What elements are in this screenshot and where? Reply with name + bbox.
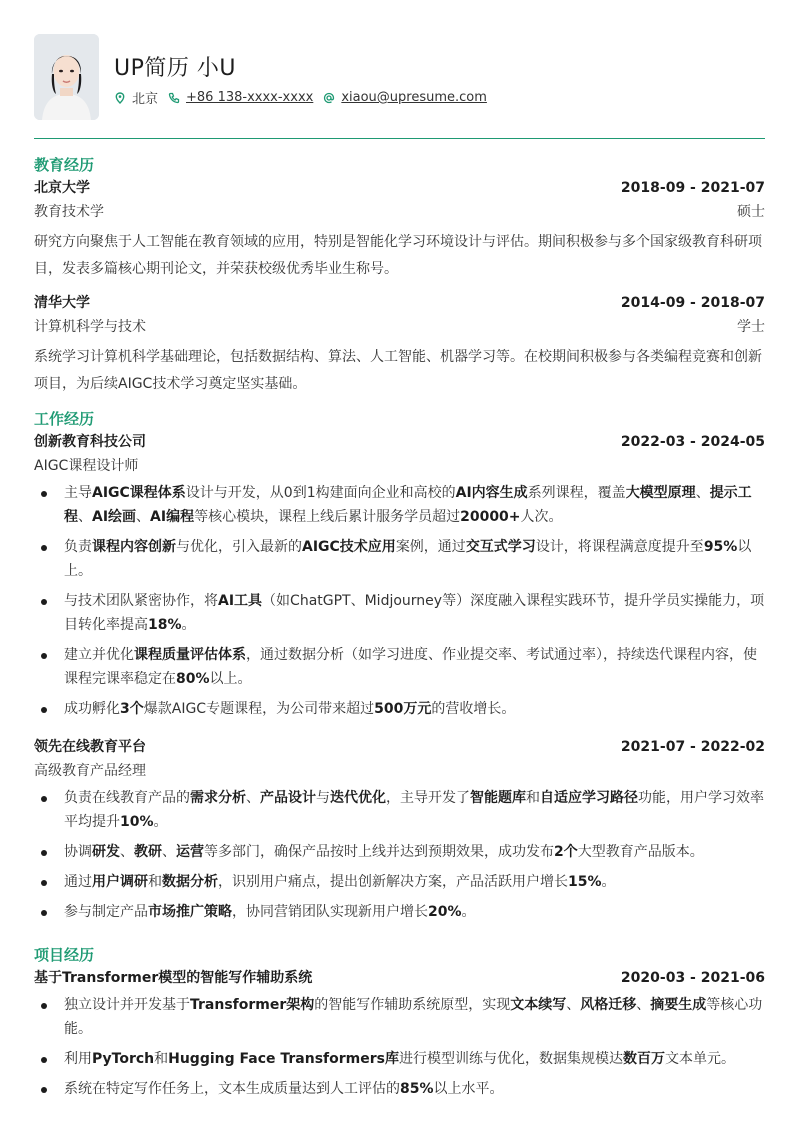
header-divider: [34, 138, 765, 139]
email-contact[interactable]: [323, 90, 487, 105]
bullet-item: 与技术团队紧密协作，将AI工具（如ChatGPT、Midjourney等）深度融入课程实践环节，提升学员实操能力，项目转化率提高18%。: [34, 589, 765, 637]
degree: 硕士: [737, 204, 765, 220]
education-description: 研究方向聚焦于人工智能在教育领域的应用，特别是智能化学习环境设计与评估。期间积极参与多个国家级教育科研项目，发表多篇核心期刊论文，并荣获校级优秀毕业生称号。: [34, 234, 762, 277]
bullet-item: 建立并优化课程质量评估体系，通过数据分析（如学习进度、作业提交率、考试通过率），持续迭代课程内容，使课程完课率稳定在80%以上。: [34, 643, 765, 691]
major: 教育技术学: [34, 204, 104, 220]
bullet-item: 独立设计并开发基于Transformer架构的智能写作辅助系统原型，实现文本续写、风格迁移、摘要生成等核心功能。: [34, 993, 765, 1041]
education-description: 系统学习计算机科学基础理论，包括数据结构、算法、人工智能、机器学习等。在校期间积极参与各类编程竞赛和创新项目，为后续AIGC技术学习奠定坚实基础。: [34, 349, 762, 392]
bullet-item: 主导AIGC课程体系设计与开发，从0到1构建面向企业和高校的AI内容生成系列课程，覆盖大模型原理、提示工程、AI绘画、AI编程等核心模块，课程上线后累计服务学员超过20000+人次。: [34, 481, 765, 529]
at-sign-icon: [323, 92, 335, 104]
school-name: 北京大学: [34, 180, 90, 196]
project-entry: [34, 966, 765, 1101]
education-dates: 2018-09 - 2021-07: [620, 180, 765, 196]
location-contact: [114, 88, 158, 107]
bullet-item: 负责课程内容创新与优化，引入最新的AIGC技术应用案例，通过交互式学习设计，将课程满意度提升至95%以上。: [34, 535, 765, 583]
bullet-item: 系统在特定写作任务上，文本生成质量达到人工评估的85%以上水平。: [34, 1077, 765, 1101]
bullet-item: 通过用户调研和数据分析，识别用户痛点，提出创新解决方案，产品活跃用户增长15%。: [34, 870, 765, 894]
bullet-item: 成功孵化3个爆款AIGC专题课程，为公司带来超过500万元的营收增长。: [34, 697, 765, 721]
education-entry: [34, 176, 765, 283]
school-name: 清华大学: [34, 295, 90, 311]
work-dates: 2022-03 - 2024-05: [620, 434, 765, 450]
education-entry: [34, 291, 765, 398]
project-section-title: 项目经历: [34, 946, 95, 964]
phone-icon: [168, 92, 180, 104]
bullet-item: 参与制定产品市场推广策略，协同营销团队实现新用户增长20%。: [34, 900, 765, 924]
resume-header: [34, 34, 765, 138]
location-text: 北京: [132, 92, 159, 107]
contact-line: [114, 88, 497, 107]
job-role: AIGC课程设计师: [34, 458, 139, 474]
major: 计算机科学与技术: [34, 319, 146, 335]
bullet-item: 协调研发、教研、运营等多部门，确保产品按时上线并达到预期效果，成功发布2个大型教育产品版本。: [34, 840, 765, 864]
project-bullet-list: [34, 993, 765, 1101]
location-pin-icon: [114, 92, 126, 104]
work-entry: [34, 430, 765, 721]
email-link[interactable]: xiaou@upresume.com: [341, 90, 487, 105]
work-section-title: 工作经历: [34, 410, 95, 428]
work-dates: 2021-07 - 2022-02: [620, 739, 765, 755]
education-dates: 2014-09 - 2018-07: [620, 295, 765, 311]
company-name: 创新教育科技公司: [34, 434, 146, 450]
degree: 学士: [737, 319, 765, 335]
job-role: 高级教育产品经理: [34, 763, 146, 779]
work-bullet-list: [34, 786, 765, 924]
phone-link[interactable]: +86 138-xxxx-xxxx: [186, 90, 314, 105]
phone-contact[interactable]: [168, 90, 313, 105]
project-name: 基于Transformer模型的智能写作辅助系统: [34, 970, 313, 986]
candidate-name: UP简历 小U: [114, 56, 236, 81]
avatar: [34, 34, 99, 120]
bullet-item: 负责在线教育产品的需求分析、产品设计与迭代优化，主导开发了智能题库和自适应学习路径功能，用户学习效率平均提升10%。: [34, 786, 765, 834]
education-section-title: 教育经历: [34, 156, 95, 174]
work-bullet-list: [34, 481, 765, 721]
company-name: 领先在线教育平台: [34, 739, 146, 755]
work-entry: [34, 735, 765, 924]
resume-body: [34, 154, 765, 1107]
project-dates: 2020-03 - 2021-06: [620, 970, 765, 986]
bullet-item: 利用PyTorch和Hugging Face Transformers库进行模型训练与优化，数据集规模达数百万文本单元。: [34, 1047, 765, 1071]
